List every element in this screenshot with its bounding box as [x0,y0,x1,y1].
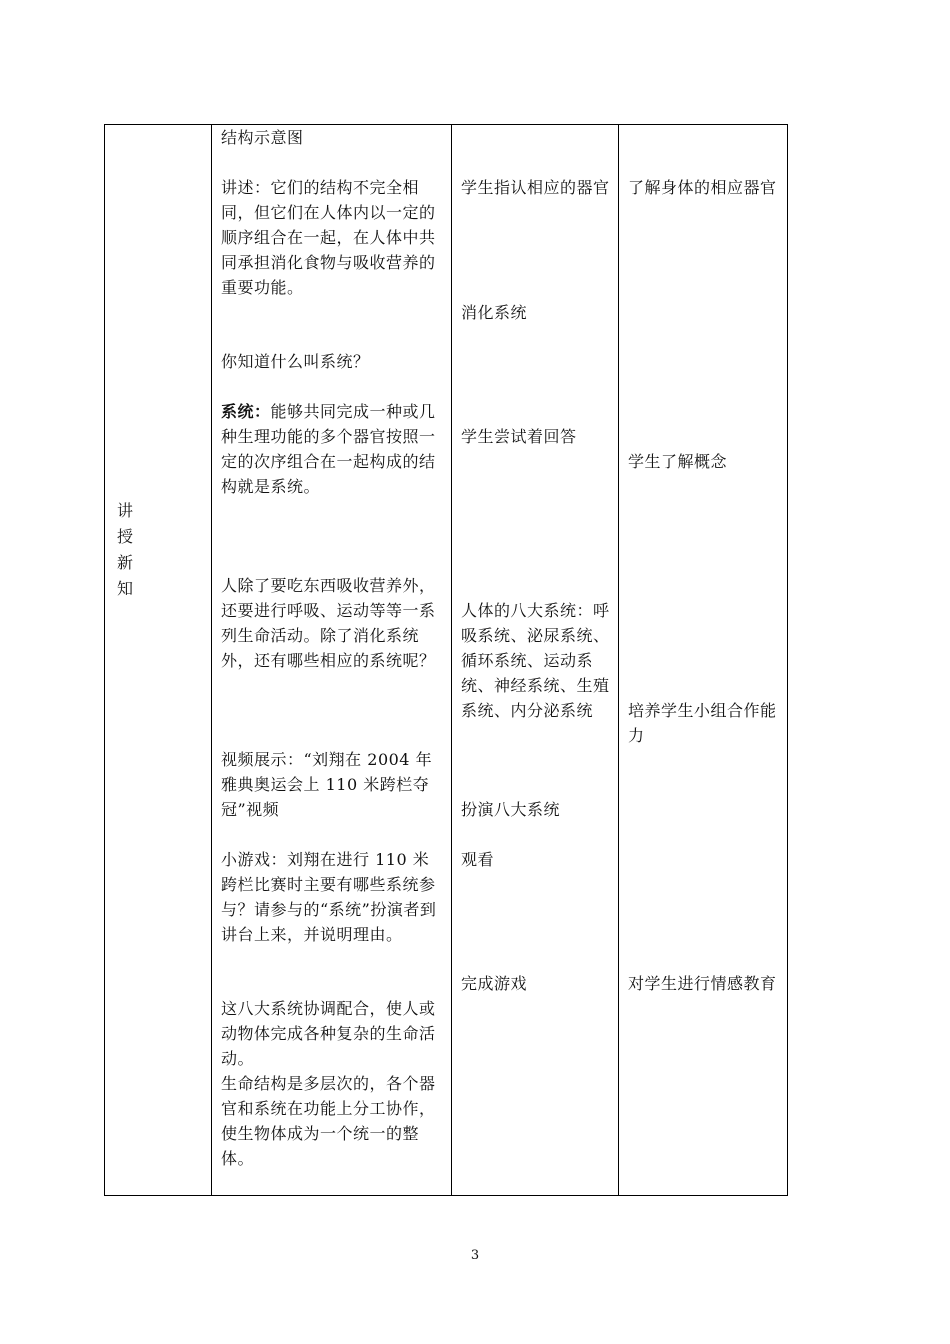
student-text-eight-systems: 人体的八大系统：呼吸系统、泌尿系统、循环系统、运动系统、神经系统、生殖系统、内分泌系统 [461,601,610,720]
teacher-text-system-definition [221,399,445,499]
lesson-plan-table [104,124,788,1196]
teacher-text-coordination: 这八大系统协调配合，使人或动物体完成各种复杂的生命活动。 [221,999,436,1068]
teacher-text-question: 你知道什么叫系统？ [221,352,370,371]
student-text-identify-organs: 学生指认相应的器官 [461,178,610,197]
teacher-text-other-systems: 人除了要吃东西吸收营养外，还要进行呼吸、运动等等一系列生命活动。除了消化系统外，还有哪些相应的系统呢？ [221,576,436,670]
intent-text-teamwork: 培养学生小组合作能力 [628,701,777,745]
teacher-text-video: 视频展示：“刘翔在 2004 年雅典奥运会上 110 米跨栏夺冠”视频 [221,750,433,819]
teacher-text-lecture: 讲述：它们的结构不完全相同，但它们在人体内以一定的顺序组合在一起，在人体中共同承担消化食物与吸收营养的重要功能。 [221,178,436,297]
page-number: 3 [470,1248,480,1263]
system-definition-text: 能够共同完成一种或几种生理功能的多个器官按照一定的次序组合在一起构成的结构就是系统。 [221,402,436,496]
teacher-text-structure-diagram: 结构示意图 [221,128,304,147]
teacher-activity-cell [212,125,452,1196]
intent-text-understand-concept: 学生了解概念 [628,452,728,471]
student-text-role-play: 扮演八大系统 [461,800,561,819]
teacher-text-summary: 生命结构是多层次的，各个器官和系统在功能上分工协作，使生物体成为一个统一的整体。 [221,1074,436,1168]
student-activity-cell [452,125,619,1196]
table-row [105,125,788,1196]
intent-text-emotional-education: 对学生进行情感教育 [628,974,777,993]
teacher-text-game: 小游戏：刘翔在进行 110 米跨栏比赛时主要有哪些系统参与？请参与的“系统”扮演者到讲台上来，并说明理由。 [221,850,437,944]
student-text-complete-game: 完成游戏 [461,974,528,993]
student-text-watch: 观看 [461,850,495,869]
student-text-try-answer: 学生尝试着回答 [461,427,577,446]
intent-text-understand-organs: 了解身体的相应器官 [628,178,777,197]
design-intent-cell [619,125,788,1196]
system-term: 系统： [221,402,271,421]
student-text-digestive-system: 消化系统 [461,303,528,322]
stage-label: 讲授新知 [117,501,134,598]
stage-cell [105,125,212,1196]
